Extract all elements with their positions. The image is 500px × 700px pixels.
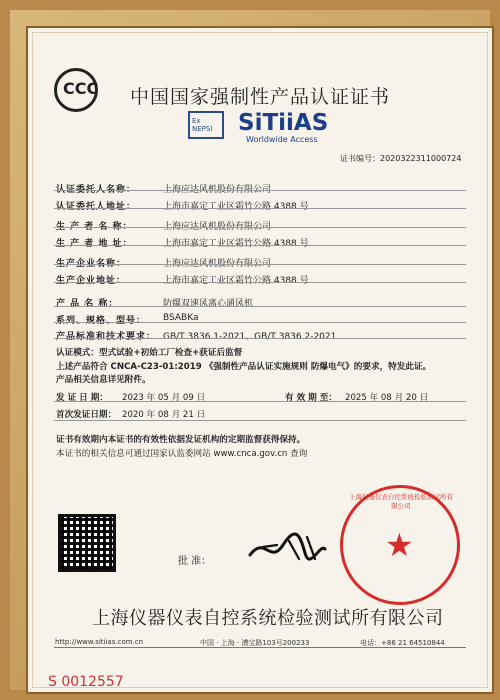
valid-date-label: 有 效 期 至： [285, 393, 337, 403]
divider-line [54, 306, 466, 307]
divider-line [54, 322, 466, 323]
field-label: 系列、规格、型号： [56, 316, 147, 326]
stamp-text: 上海仪器仪表自控系统检验测试所有限公司 [349, 493, 453, 510]
field-label: 认证委托人名称： [56, 185, 137, 195]
divider-line [54, 420, 466, 421]
certificate-number-label: 证书编号： [340, 154, 380, 163]
field-value: 上海应达风机股份有限公司 [163, 222, 272, 232]
field-value: 防爆双速风离心通风机 [163, 299, 254, 309]
footer-website: http://www.sitiias.com.cn [55, 638, 144, 646]
certificate-number-value: 2020322311000724 [380, 154, 462, 163]
divider-line [54, 190, 466, 191]
signature [245, 525, 330, 569]
validity-note: 证书有效期内本证书的有效性依据发证机构的定期监督获得保持。 [56, 435, 306, 445]
field-value: 上海市嘉定工业区霜竹公路 4388 号 [163, 276, 309, 286]
first-issue-date: 2020 年 08 月 21 日 [122, 410, 206, 420]
footer-phone: 电话：+86 21 64510844 [360, 639, 445, 647]
official-stamp [340, 485, 460, 605]
compliance-statement: 上述产品符合 CNCA-C23-01:2019 《强制性产品认证实施规则 防爆电气》的要求，特发此证。 [56, 362, 432, 372]
issue-date: 2023 年 05 月 09 日 [122, 393, 206, 403]
first-issue-label: 首次发证日期： [56, 410, 117, 420]
product-detail-note: 产品相关信息详见附件。 [56, 375, 151, 385]
field-label: 生 产 者 名 称： [56, 222, 133, 232]
field-value: 上海应达风机股份有限公司 [163, 259, 272, 269]
issue-date-label: 发 证 日 期： [56, 393, 108, 403]
field-label: 产 品 名 称： [56, 299, 119, 309]
certification-mode: 认证模式：型式试验+初始工厂检查+获证后监督 [56, 348, 243, 358]
ccc-logo [54, 68, 98, 112]
field-value: GB/T 3836.1-2021、GB/T 3836.2-2021 [163, 332, 337, 342]
divider-line [54, 264, 466, 265]
footer-address: 中国 · 上海 · 漕宝路103号200233 [200, 639, 310, 647]
sitiias-tagline: Worldwide Access [246, 135, 318, 144]
field-value: 上海市嘉定工业区霜竹公路 4388 号 [163, 202, 309, 212]
ex-nepsi-logo [188, 111, 224, 139]
field-label: 生 产 者 地 址： [56, 239, 133, 249]
field-label: 生产企业名称： [56, 259, 127, 269]
divider-line [54, 208, 466, 209]
ccc-logo-text: CCC [63, 79, 99, 98]
certificate-number [340, 153, 461, 164]
certificate-title: 中国国家强制性产品认证证书 [130, 86, 391, 108]
stamp-star-icon: ★ [385, 526, 414, 564]
field-label: 认证委托人地址： [56, 202, 137, 212]
divider-line [54, 245, 466, 246]
divider-line [54, 282, 466, 283]
field-label: 产品标准和技术要求： [56, 332, 157, 342]
valid-date: 2025 年 08 月 20 日 [345, 393, 429, 403]
divider-line [54, 227, 466, 228]
field-value: 上海市嘉定工业区霜竹公路 4388 号 [163, 239, 309, 249]
sitiias-logo: SiTiiAS [238, 110, 329, 136]
serial-number: S 0012557 [48, 674, 124, 690]
ex-nepsi-logo-text: Ex NEPSI [192, 117, 213, 133]
field-label: 生产企业地址： [56, 276, 127, 286]
issuing-organization: 上海仪器仪表自控系统检验测试所有限公司 [92, 608, 444, 629]
footer-line [54, 647, 466, 648]
website-note: 本证书的相关信息可通过国家认监委网站 www.cnca.gov.cn 查询 [56, 449, 308, 459]
qr-code [58, 514, 116, 572]
field-value: 上海应达风机股份有限公司 [163, 185, 272, 195]
field-value: BSABKa [163, 313, 199, 323]
divider-line [54, 338, 466, 339]
approver-label: 批 准： [178, 556, 212, 567]
